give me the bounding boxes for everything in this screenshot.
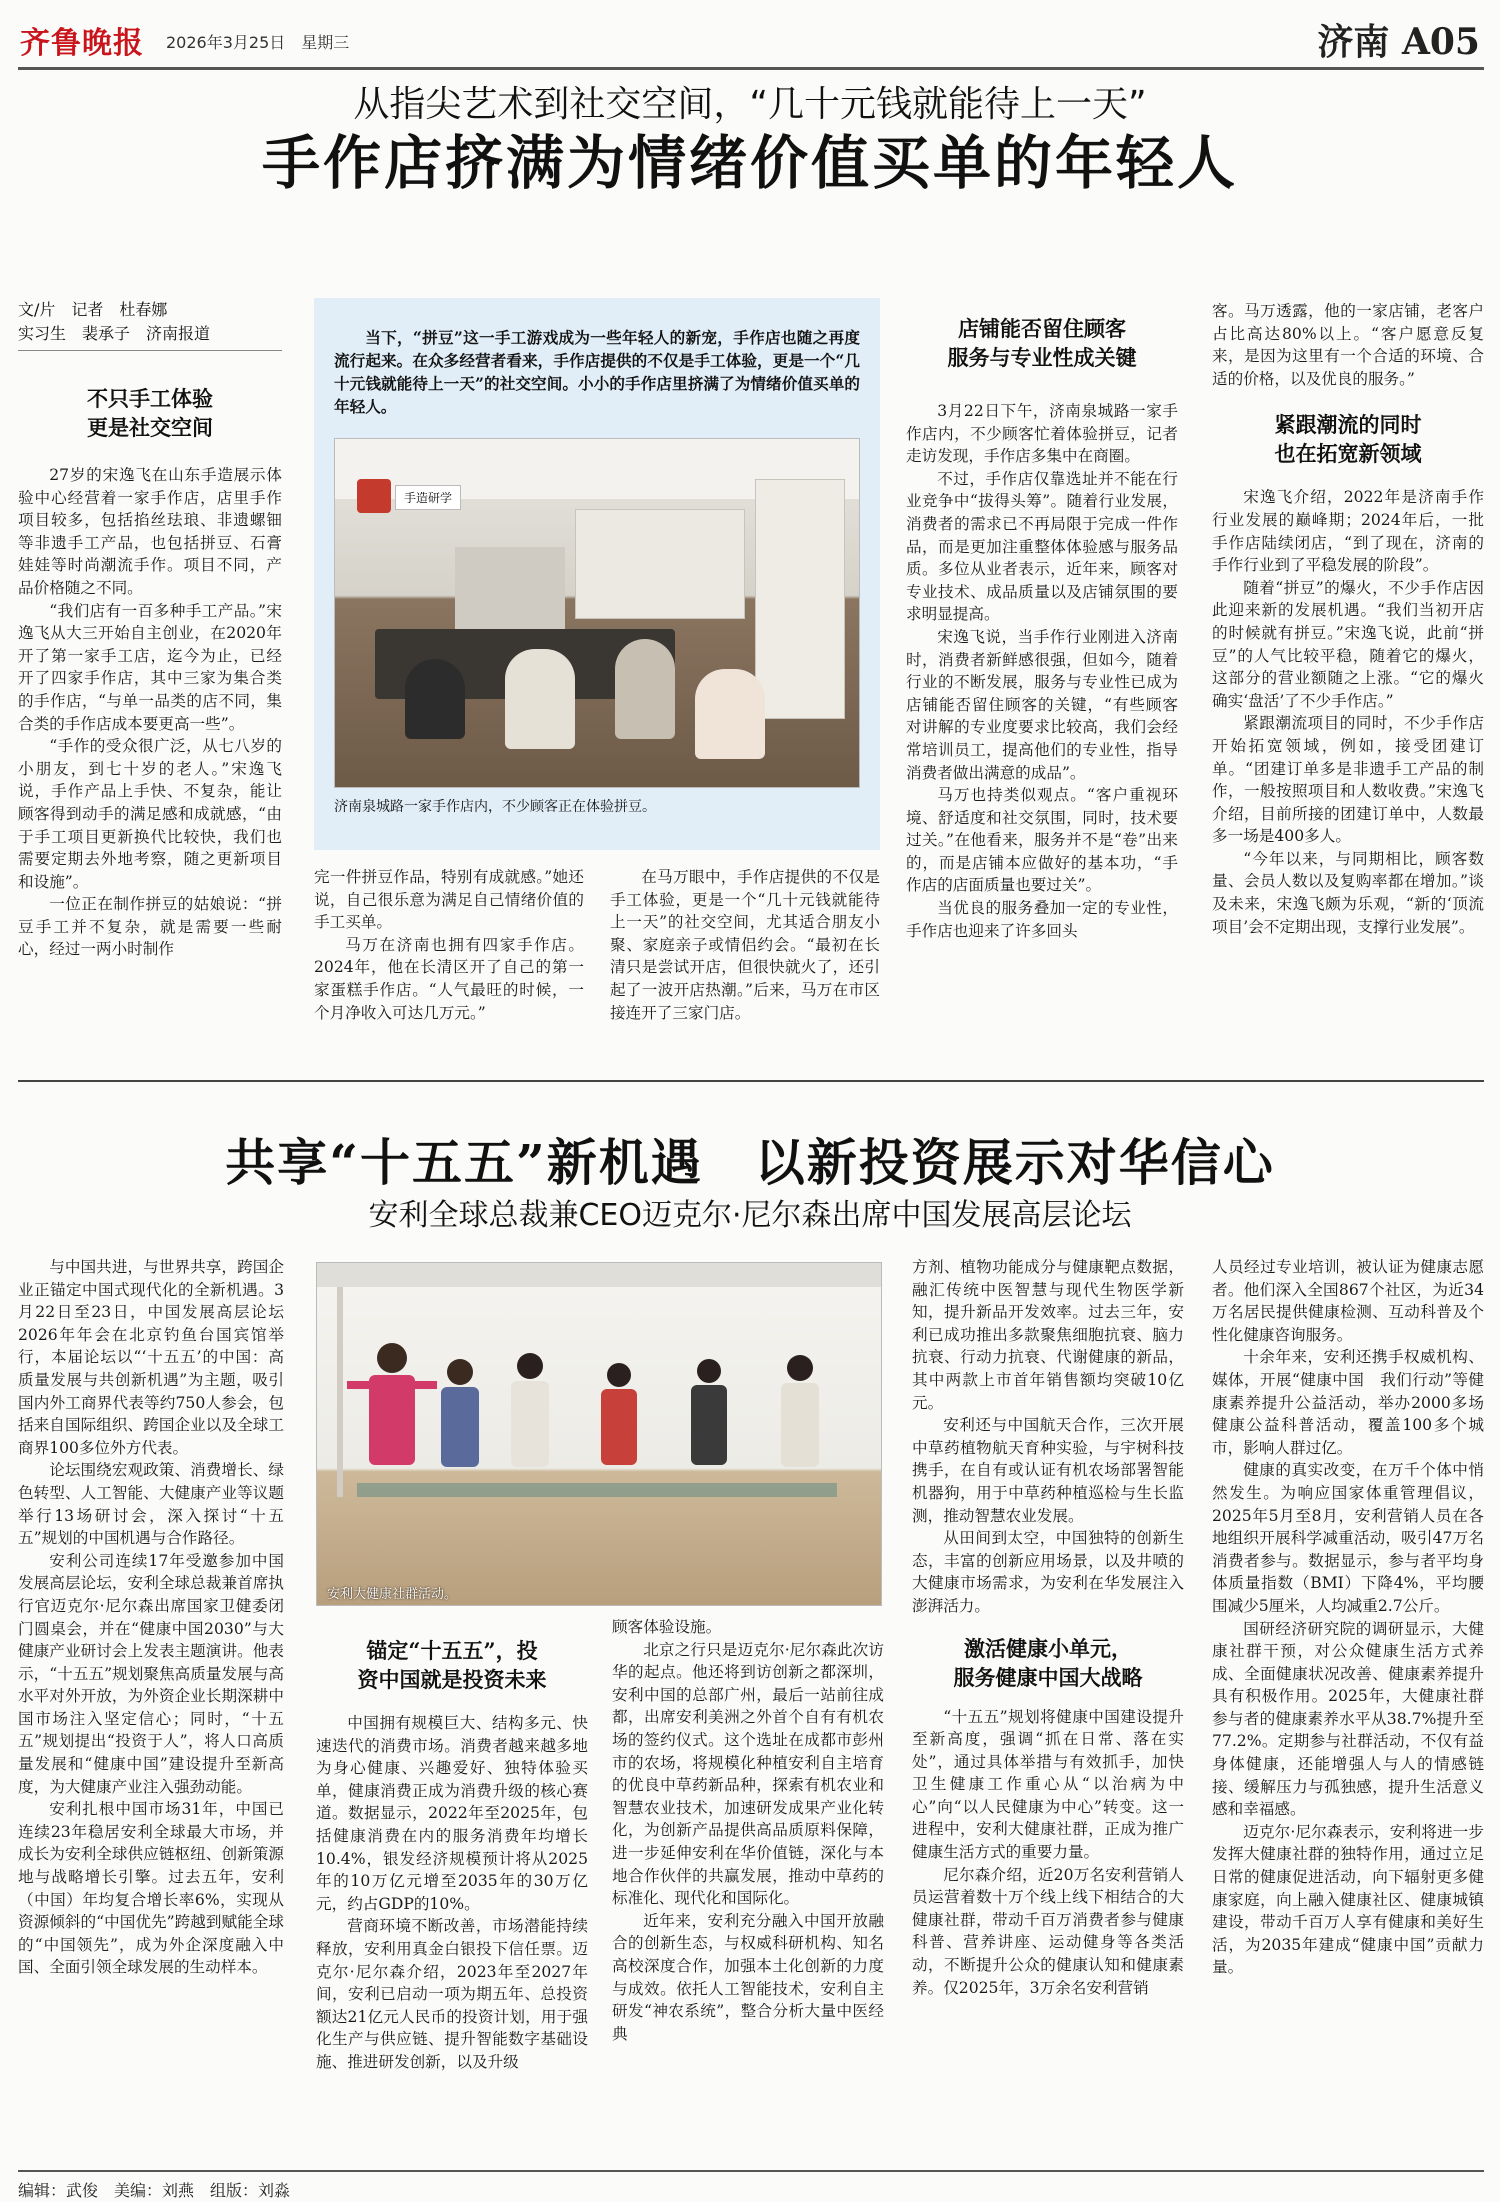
- story1-column-3: [610, 866, 880, 1066]
- paragraph: 方剂、植物功能成分与健康靶点数据，融汇传统中医智慧与现代生物医学新知，提升新品开发效率。过去三年，安利已成功推出多款聚焦细胞抗衰、脑力抗衰、行动力抗衰、代谢健康的新品，其中两款上市首年销售额均突破10亿元。: [912, 1258, 1184, 1412]
- subhead-social-space: 不只手工体验 更是社交空间: [87, 386, 213, 440]
- shop-sign: 手造研学: [395, 485, 461, 510]
- paragraph: 健康的真实改变，在万千个体中悄然发生。为响应国家体重管理倡议，2025年5月至8月，安利营销人员在各地组织开展科学减重活动，吸引47万名消费者参与。数据显示，参与者平均身体质量指数（BMI）下降4%，平均腰围减少5厘米，人均减重2.7公斤。: [1212, 1461, 1484, 1615]
- paragraph: 当优良的服务叠加一定的专业性，手作店也迎来了许多回头: [906, 899, 1178, 940]
- paragraph: 人员经过专业培训，被认证为健康志愿者。他们深入全国867个社区，为近34万名居民提供健康检测、互动科普及个性化健康咨询服务。: [1212, 1258, 1484, 1344]
- community-photo-caption: 安利大健康社群活动。: [327, 1587, 458, 1602]
- story1-column-1: [18, 384, 282, 1064]
- story1-headline: 手作店挤满为情绪价值买单的年轻人: [261, 129, 1238, 197]
- paragraph: 顾客体验设施。: [612, 1618, 722, 1636]
- paper-logo: 齐鲁晚报: [20, 26, 144, 61]
- paragraph: 北京之行只是迈克尔·尼尔森此次访华的起点。他还将到访创新之都深圳，安利中国的总部广州，最后一站前往成都，出席安利美洲之外首个自有有机农场的签约仪式。这个选址在成都市彭州市的农场，将规模化种植安利自主培育的优良中草药新品种，探索有机农业和智慧农业技术，加速研发成果产业化转化，为创新产品提供高品质原料保障，进一步延伸安利在华价值链，深化与本地合作伙伴的共赢发展，推动中草药的标准化、现代化和国际化。: [612, 1640, 884, 1908]
- shop-logo-icon: [357, 479, 391, 513]
- paragraph: 不过，手作店仅靠选址并不能在行业竞争中“拔得头筹”。随着行业发展，消费者的需求已不再局限于完成一件作品，而是更加注重整体体验感与服务品质。多位从业者表示，近年来，顾客对专业技术、成品质量以及店铺氛围的要求明显提高。: [906, 469, 1178, 624]
- byline-line2: 实习生 裴承子 济南报道: [18, 324, 211, 343]
- paragraph: 客。马万透露，他的一家店铺，老客户占比高达80%以上。“客户愿意反复来，是因为这里有一个合适的环境、合适的价格，以及优良的服务。”: [1212, 302, 1484, 388]
- editor-credits: 编辑：武俊 美编：刘燕 组版：刘淼: [18, 2181, 291, 2200]
- paragraph: 在马万眼中，手作店提供的不仅是手工体验，更是一个“几十元钱就能待上一天”的社交空间，尤其适合朋友小聚、家庭亲子或情侣约会。“最初在长清只是尝试开店，但很快就火了，还引起了一波开店热潮。”后来，马万在市区接连开了三家门店。: [610, 868, 880, 1022]
- story1-column-5: [1212, 300, 1484, 1066]
- paragraph: 营商环境不断改善，市场潜能持续释放，安利用真金白银投下信任票。迈克尔·尼尔森介绍，2023年至2027年间，安利已启动一项为期五年、总投资额达21亿元人民币的投资计划，用于强化生产与供应链、提升智能数字基础设施、推进研发创新，以及升级: [316, 1917, 588, 2071]
- page-footer: [18, 2170, 1484, 2201]
- section-label: 济南 A05: [1317, 21, 1480, 63]
- byline-line1: 文/片 记者 杜春娜: [18, 300, 168, 319]
- story1-column-2: [314, 866, 584, 1066]
- story2-column-5: [1212, 1256, 1484, 2164]
- subhead-health-unit: 激活健康小单元， 服务健康中国大战略: [953, 1635, 1143, 1690]
- paragraph: 安利还与中国航天合作，三次开展中草药植物航天育种实验，与宇树科技携手，在自有或认证有机农场部署智能机器狗，用于中草药种植巡检与生长监测，推动智慧农业发展。: [912, 1416, 1184, 1525]
- paragraph: “今年以来，与同期相比，顾客数量、会员人数以及复购率都在增加。”谈及未来，宋逸飞颇为乐观，“新的‘顶流项目’会不定期出现，支撑行业发展”。: [1212, 849, 1484, 936]
- paragraph: 论坛围绕宏观政策、消费增长、绿色转型、人工智能、大健康产业等议题举行13场研讨会，深入探讨“十五五”规划的中国机遇与合作路径。: [18, 1461, 284, 1548]
- paragraph: 一位正在制作拼豆的姑娘说：“拼豆手工并不复杂，就是需要一些耐心，经过一两小时制作: [18, 895, 282, 959]
- paragraph: 近年来，安利充分融入中国开放融合的创新生态，与权威科研机构、知名高校深度合作，加强本土化创新的力度与成效。依托人工智能技术，安利自主研发“神农系统”，整合分析大量中医经典: [612, 1911, 884, 2043]
- paragraph: 宋逸飞说，当手作行业刚进入济南时，消费者新鲜感很强，但如今，随着行业的不断发展，服务与专业性已成为店铺能否留住顾客的关键，“有些顾客对讲解的专业度要求比较高，我们会经常培训员工，提高他们的专业性，指导消费者做出满意的成品”。: [906, 627, 1178, 782]
- paragraph: 马万也持类似观点。“客户重视环境、舒适度和社交氛围，同时，技术要过关。”在他看来，服务并不是“卷”出来的，而是店铺本应做好的基本功，“手作店的店面质量也要过关”。: [906, 786, 1178, 895]
- paragraph: 27岁的宋逸飞在山东手造展示体验中心经营着一家手作店，店里手作项目较多，包括掐丝珐琅、非遗螺钿等非遗手工产品，也包括拼豆、石膏娃娃等时尚潮流手作。项目不同，产品价格随之不同。: [18, 466, 282, 597]
- paragraph: 安利公司连续17年受邀参加中国发展高层论坛，安利全球总裁兼首席执行官迈克尔·尼尔森出席国家卫健委闭门圆桌会，并在“健康中国2030”与大健康产业研讨会上发表主题演讲。他表示，“十五五”规划聚焦高质量发展与高水平对外开放，为外资企业长期深耕中国市场注入坚定信心；同时，“十五五”规划提出“投资于人”，将人口高质量发展和“健康中国”建设提升至新高度，为大健康产业注入强劲动能。: [18, 1551, 284, 1796]
- paragraph: 中国拥有规模巨大、结构多元、快速迭代的消费市场。消费者越来越多地为身心健康、兴趣爱好、独特体验买单，健康消费正成为消费升级的核心赛道。数据显示，2022年至2025年，包括健康消费在内的服务消费年均增长10.4%，银发经济规模预计将从2025年的10万亿元增至2035年的30万亿元，约占GDP的10%。: [316, 1714, 588, 1913]
- story1-kicker: 从指尖艺术到社交空间，“几十元钱就能待上一天”: [353, 84, 1147, 125]
- story2-column-1: [18, 1256, 284, 2164]
- shop-photo-caption: 济南泉城路一家手作店内，不少顾客正在体验拼豆。: [334, 799, 656, 815]
- paragraph: “手作的受众很广泛，从七八岁的小朋友，到七十岁的老人。”宋逸飞说，手作产品上手快、不复杂，能让顾客得到动手的满足感和成就感，“由于手工项目更新换代比较快，我们也需要定期去外地考察，随之更新项目和设施”。: [18, 737, 282, 891]
- story1-lead: 当下，“拼豆”这一手工游戏成为一些年轻人的新宠，手作店也随之再度流行起来。在众多经营者看来，手作店提供的不仅是手工体验，更是一个“几十元钱就能待上一天”的社交空间。小小的手作店里挤满了为情绪价值买单的年轻人。: [334, 328, 860, 416]
- paragraph: 迈克尔·尼尔森表示，安利将进一步发挥大健康社群的独特作用，通过立足日常的健康促进活动，向下辐射更多健康家庭，向上融入健康社区、健康城镇建设，带动千百万人享有健康和美好生活，为2035年建成“健康中国”贡献力量。: [1212, 1822, 1484, 1977]
- paragraph: 宋逸飞介绍，2022年是济南手作行业发展的巅峰期；2024年后，一批手作店陆续闭店，“到了现在，济南的手作行业到了平稳发展的阶段”。: [1212, 488, 1484, 575]
- paragraph: 3月22日下午，济南泉城路一家手作店内，不少顾客忙着体验拼豆，记者走访发现，手作店多集中在商圈。: [906, 402, 1178, 466]
- masthead: [18, 8, 1484, 70]
- story2-column-2: [316, 1636, 588, 2164]
- weekday-text: 星期三: [301, 33, 350, 52]
- story2-kicker: 安利全球总裁兼CEO迈克尔·尼尔森出席中国发展高层论坛: [368, 1198, 1132, 1233]
- issue-date: [166, 30, 349, 53]
- story2-column-3: [612, 1616, 884, 2164]
- shop-photo: [334, 438, 860, 788]
- paragraph: 马万在济南也拥有四家手作店。2024年，他在长清区开了自己的第一家蛋糕手作店。“人气最旺的时候，一个月净收入可达几万元。”: [314, 935, 584, 1022]
- story1-column-4: [906, 314, 1178, 1066]
- section-divider: [18, 1080, 1484, 1082]
- date-text: 2026年3月25日: [166, 33, 286, 52]
- paragraph: 紧跟潮流项目的同时，不少手作店开始拓宽领域，例如，接受团建订单。“团建订单多是非遗手工产品的制作，一般按照项目和人数收费。”宋逸飞介绍，目前所接的团建订单中，人数最多一场是400多人。: [1212, 714, 1484, 846]
- paragraph: 完一件拼豆作品，特别有成就感。”她还说，自己很乐意为满足自己情绪价值的手工买单。: [314, 868, 584, 932]
- paragraph: “我们店有一百多种手工产品。”宋逸飞从大三开始自主创业，在2020年开了第一家手工店，迄今为止，已经开了四家手作店，其中三家为集合类的手作店，“与单一品类的店不同，集合类的手作店成本要更高一些”。: [18, 601, 282, 733]
- paragraph: 与中国共进，与世界共享，跨国企业正锚定中国式现代化的全新机遇。3月22日至23日，中国发展高层论坛2026年年会在北京钓鱼台国宾馆举行，本届论坛以“‘十五五’的中国：高质量发展与共创新机遇”为主题，吸引国内外工商界代表等约750人参会，包括来自国际组织、跨国企业以及全球工商界100多位外方代表。: [18, 1258, 284, 1457]
- story1-byline: [18, 298, 282, 346]
- story2-headline: 共享“十五五”新机遇 以新投资展示对华信心: [225, 1133, 1275, 1192]
- story2-column-4: [912, 1256, 1184, 2164]
- subhead-service: 店铺能否留住顾客 服务与专业性成关键: [947, 316, 1137, 370]
- paragraph: 尼尔森介绍，近20万名安利营销人员运营着数十万个线上线下相结合的大健康社群，带动千百万消费者参与健康科普、营养讲座、运动健身等各类活动，不断提升公众的健康认知和健康素养。仅2025年，3万余名安利营销: [912, 1865, 1184, 1997]
- paragraph: 十余年来，安利还携手权威机构、媒体，开展“健康中国 我们行动”等健康素养提升公益活动，举办2000多场健康公益科普活动，覆盖100多个城市，影响人群过亿。: [1212, 1348, 1484, 1457]
- paragraph: 从田间到太空，中国独特的创新生态，丰富的创新应用场景，以及井喷的大健康市场需求，为安利在华发展注入澎湃活力。: [912, 1529, 1184, 1615]
- paragraph: 安利扎根中国市场31年，中国已连续23年稳居安利全球最大市场，并成长为安利全球供应链枢纽、创新策源地与战略增长引擎。过去五年，安利（中国）年均复合增长率6%，实现从资源倾斜的“中国优先”跨越到赋能全球的“中国领先”，成为外企深度融入中国、全面引领全球发展的生动样本。: [18, 1800, 284, 1977]
- paragraph: “十五五”规划将健康中国建设提升至新高度，强调“抓在日常、落在实处”，通过具体举措与有效抓手，加快卫生健康工作重心从“以治病为中心”向“以人民健康为中心”转变。这一进程中，安利大健康社群，正成为推广健康生活方式的重要力量。: [912, 1707, 1184, 1862]
- paragraph: 国研经济研究院的调研显示，大健康社群干预，对公众健康生活方式养成、全面健康状况改善、健康素养提升具有积极作用。2025年，大健康社群参与者的健康素养水平从38.7%提升至77.2%。定期参与社群活动，不仅有益身体健康，还能增强人与人的情感链接、缓解压力与孤独感，提升生活意义感和幸福感。: [1212, 1619, 1484, 1819]
- story1-lead-box: [314, 298, 880, 850]
- subhead-invest-future: 锚定“十五五”，投 资中国就是投资未来: [357, 1638, 547, 1692]
- community-photo: [316, 1262, 882, 1606]
- subhead-new-fields: 紧跟潮流的同时 也在拓宽新领域: [1274, 412, 1422, 467]
- paragraph: 随着“拼豆”的爆火，不少手作店因此迎来新的发展机遇。“我们当初开店的时候就有拼豆。”宋逸飞说，此前“拼豆”的人气比较平稳，随着它的爆火，这部分的营业额随之上涨。“它的爆火确实‘盘活’了不少手作店。”: [1212, 578, 1484, 710]
